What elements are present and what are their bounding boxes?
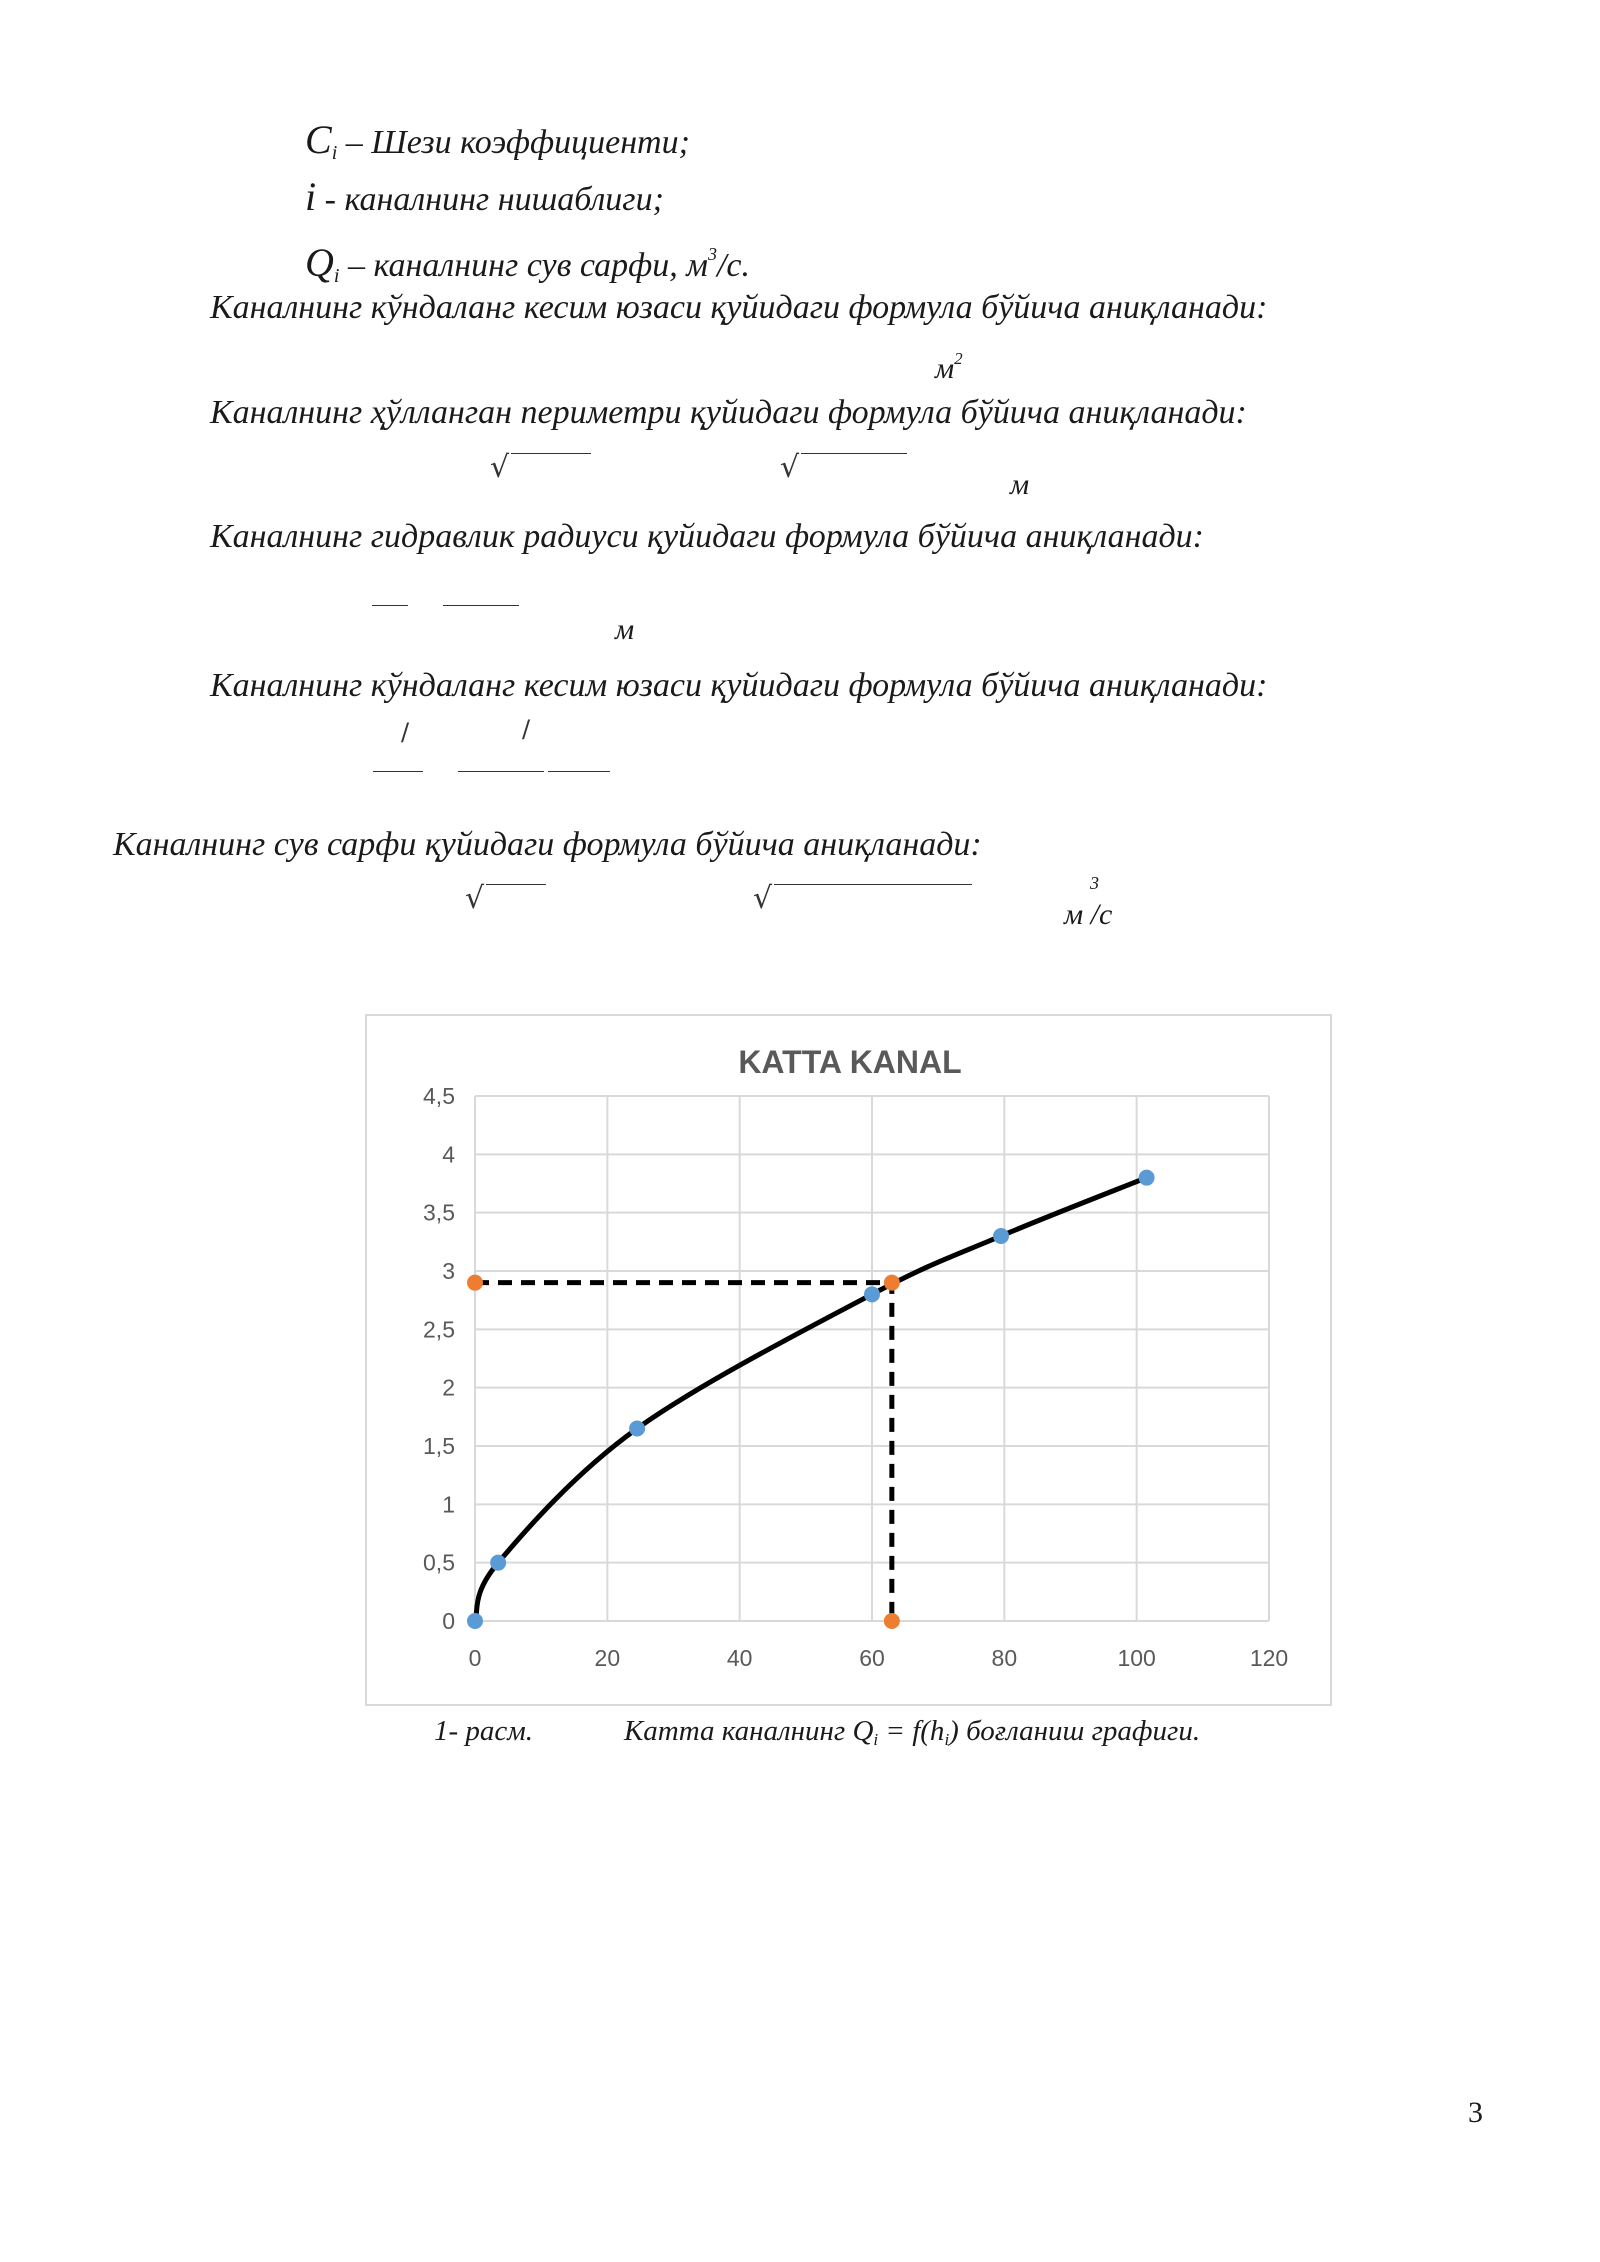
- radius-unit: м: [615, 613, 635, 646]
- caption-text-after: ) боғланиш графиги.: [949, 1715, 1201, 1747]
- area-unit: [935, 342, 963, 386]
- perimeter-radicand-bar-2: [801, 453, 907, 454]
- x-tick-label: 0: [468, 1645, 482, 1671]
- area-unit-sup: 2: [954, 349, 963, 368]
- y-tick-label: 4,5: [423, 1083, 455, 1109]
- chart-title: KATTA KANAL: [738, 1044, 962, 1080]
- area-unit-base: м: [935, 352, 955, 385]
- caption-sub-2: i: [944, 1730, 950, 1749]
- area2-fraction-bar-2: [458, 771, 544, 772]
- x-tick-label: 100: [1117, 1645, 1156, 1671]
- y-tick-label: 3: [442, 1258, 455, 1284]
- chart-container: [365, 1014, 1332, 1706]
- y-tick-label: 3,5: [423, 1199, 455, 1226]
- paragraph-discharge: Каналнинг сув сарфи қуйидаги формула бўйича аниқланади:: [113, 826, 982, 863]
- figure-caption-label: 1- расм.: [434, 1715, 534, 1747]
- symbol-q: Q: [305, 240, 334, 285]
- radius-fraction-bar-2: [443, 605, 519, 606]
- reading-point: [884, 1613, 900, 1629]
- definition-discharge-text: – каналнинг сув сарфи, м: [339, 247, 708, 284]
- y-tick-label: 0: [442, 1608, 455, 1634]
- perimeter-radicand-bar-1: [511, 453, 591, 454]
- caption-sub-1: i: [873, 1730, 879, 1749]
- discharge-sqrt-1: √: [465, 881, 485, 916]
- discharge-sqrt-2: √: [753, 881, 773, 916]
- definition-chezy-text: – Шези коэффициенти;: [337, 124, 690, 161]
- perimeter-sqrt-1: √: [490, 450, 510, 485]
- x-tick-label: 120: [1249, 1645, 1289, 1671]
- symbol-c: C: [305, 117, 332, 162]
- chart-series: [467, 1170, 1155, 1629]
- perimeter-sqrt-2: √: [780, 450, 800, 485]
- dashed-guide-line: [475, 1283, 892, 1621]
- area2-slash-2: /: [522, 715, 531, 743]
- discharge-radicand-bar-1: [486, 884, 546, 885]
- discharge-unit-sup-mark: 3: [1090, 873, 1099, 893]
- y-tick-label: 4: [442, 1141, 455, 1168]
- y-tick-label: 2: [442, 1374, 455, 1401]
- discharge-unit-tail: /с: [1090, 898, 1113, 931]
- data-point: [490, 1555, 506, 1571]
- paragraph-area-2: Каналнинг кўндаланг кесим юзаси қуйидаги формула бўйича аниқланади:: [210, 667, 1268, 704]
- figure-caption: [624, 1714, 1200, 1757]
- discharge-unit-tail: /с.: [716, 247, 751, 284]
- definition-slope: [305, 174, 664, 220]
- caption-text-mid: = f(h: [878, 1715, 945, 1747]
- discharge-unit-base: м: [1064, 898, 1084, 931]
- paragraph-radius: Каналнинг гидравлик радиуси қуйидаги формула бўйича аниқланади:: [210, 518, 1204, 555]
- definition-chezy: [305, 117, 690, 173]
- y-tick-label: 2,5: [423, 1316, 455, 1343]
- discharge-unit-sup: 3: [707, 244, 717, 264]
- y-tick-label: 0,5: [423, 1549, 455, 1576]
- area2-slash-1: /: [401, 718, 410, 746]
- paragraph-area: Каналнинг кўндаланг кесим юзаси қуйидаги формула бўйича аниқланади:: [210, 289, 1268, 326]
- perimeter-unit: м: [1010, 468, 1030, 501]
- symbol-q-subscript: i: [333, 265, 340, 287]
- chart-svg: [367, 1016, 1330, 1704]
- data-point: [993, 1228, 1009, 1244]
- x-tick-label: 60: [859, 1645, 885, 1671]
- data-point: [1139, 1170, 1155, 1186]
- reading-point: [467, 1275, 483, 1291]
- page-number: 3: [1468, 2096, 1483, 2129]
- definition-slope-text: - каналнинг нишаблиги;: [316, 181, 664, 218]
- series-curve: [475, 1178, 1147, 1621]
- data-point: [864, 1286, 880, 1302]
- area2-fraction-bar-3: [548, 771, 610, 772]
- area2-fraction-bar-1: [373, 771, 423, 772]
- y-tick-label: 1,5: [423, 1433, 455, 1459]
- y-tick-label: 1: [442, 1491, 455, 1518]
- data-point: [629, 1421, 645, 1437]
- discharge-radicand-bar-2: [774, 884, 972, 885]
- reading-point: [884, 1275, 900, 1291]
- radius-fraction-bar-1: [372, 605, 408, 606]
- symbol-i: i: [305, 174, 317, 219]
- x-tick-label: 80: [991, 1645, 1018, 1671]
- caption-text-before: Катта каналнинг Q: [624, 1715, 874, 1747]
- paragraph-perimeter: Каналнинг ҳўлланган периметри қуйидаги формула бўйича аниқланади:: [210, 394, 1247, 431]
- symbol-c-subscript: i: [331, 142, 338, 164]
- discharge-unit: [1064, 898, 1112, 932]
- data-point: [467, 1613, 483, 1629]
- definition-discharge: [305, 234, 750, 296]
- x-tick-label: 40: [726, 1645, 753, 1671]
- chart-tick-labels: [423, 1083, 1288, 1671]
- x-tick-label: 20: [594, 1645, 621, 1671]
